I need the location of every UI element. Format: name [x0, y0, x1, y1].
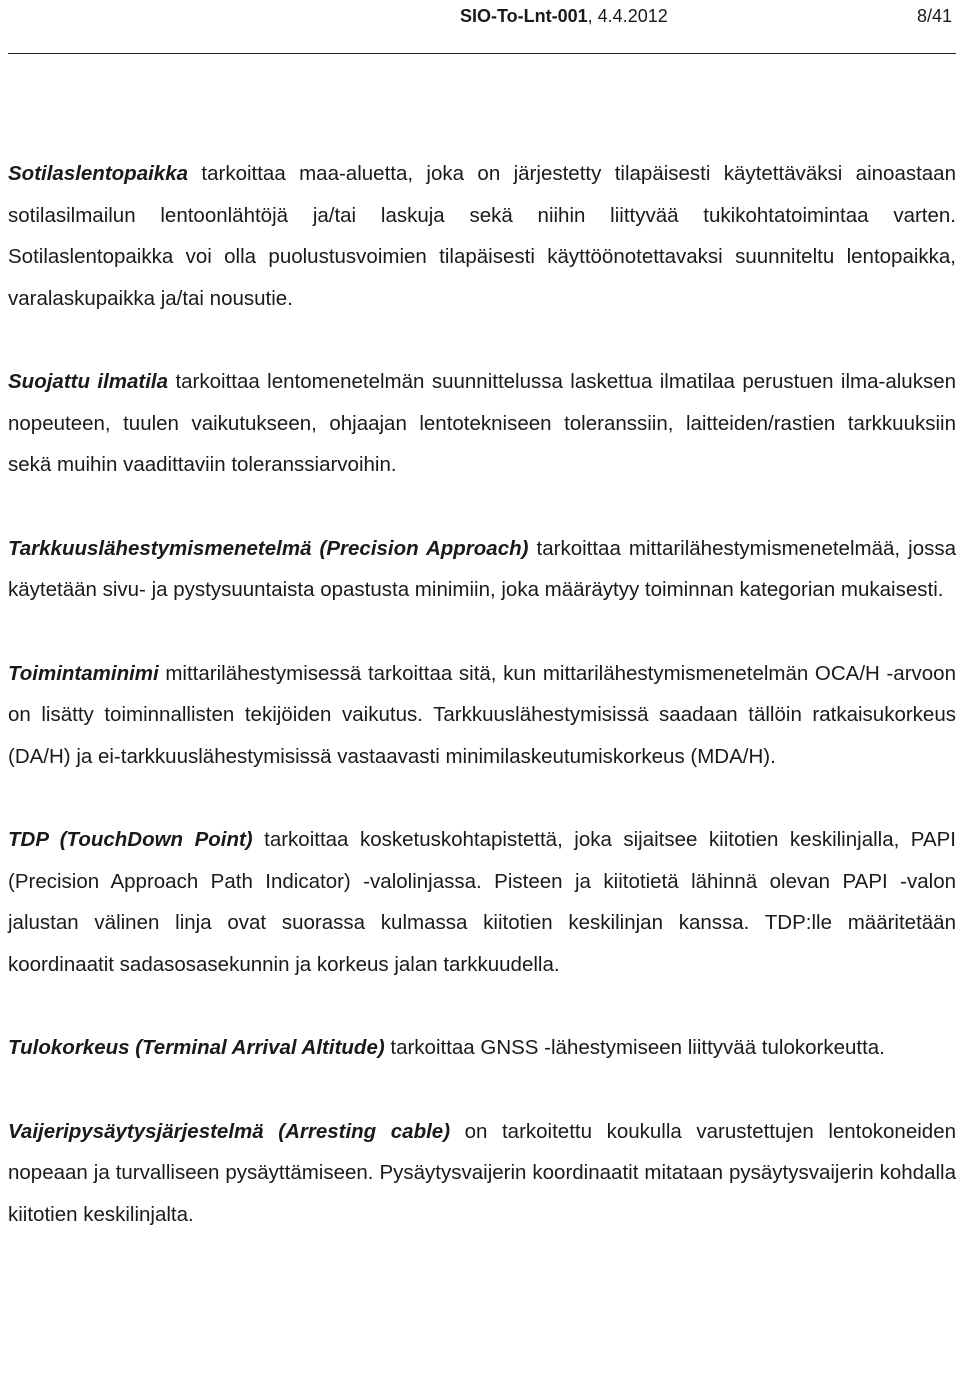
document-code: SIO-To-Lnt-001	[460, 6, 588, 26]
definition-text: tarkoittaa GNSS -lähestymiseen liittyvää tulokorkeutta.	[384, 1036, 885, 1059]
definition-text: tarkoittaa mittarilähestymismenetelmää, jossa käytetään sivu- ja pystysuuntaista opastusta minimiin, joka määräytyy toiminnan kategorian mukaisesti.	[8, 536, 956, 601]
definition-term: TDP (TouchDown Point)	[8, 828, 253, 851]
definition-term: Toimintaminimi	[8, 661, 159, 685]
definition-text: tarkoittaa lentomenetelmän suunnittelussa laskettua ilmatilaa perustuen ilma-aluksen nopeuteen, tuulen vaikutukseen, ohjaajan lentotekniseen toleranssiin, laitteiden/rastien tarkkuuksiin sekä muihin vaadittaviin toleranssiarvoihin.	[8, 370, 957, 476]
definition-term: Sotilaslentopaikka	[8, 162, 189, 185]
definition-paragraph	[8, 528, 956, 611]
header-rule	[8, 53, 956, 54]
definition-paragraph	[8, 819, 956, 985]
definition-term: Tulokorkeus (Terminal Arrival Altitude)	[8, 1036, 385, 1059]
definition-term: Tarkkuuslähestymismenetelmä (Precision Approach)	[8, 536, 529, 560]
definition-paragraph	[8, 361, 956, 486]
definition-paragraph	[8, 153, 956, 319]
page-number: 8/41	[916, 6, 952, 26]
page-header	[0, 4, 956, 28]
definition-paragraph	[8, 1027, 956, 1069]
document-id	[460, 4, 668, 28]
definition-term: Vaijeripysäytysjärjestelmä (Arresting cable)	[8, 1119, 451, 1143]
definition-text: tarkoittaa kosketuskohtapistettä, joka sijaitsee kiitotien keskilinjalla, PAPI (Precision Approach Path Indicator) -valolinjassa. Pisteen ja kiitotietä lähinnä olevan PAPI -valon jalustan välinen linja ovat suorassa kulmassa kiitotien keskilinjan kanssa. TDP:lle määritetään koordinaatit sadasosasekunnin ja korkeus jalan tarkkuudella.	[8, 828, 956, 976]
document-date: , 4.4.2012	[587, 6, 668, 26]
definition-text: mittarilähestymisessä tarkoittaa sitä, kun mittarilähestymismenetelmän OCA/H -arvoon on lisätty toiminnallisten tekijöiden vaikutus. Tarkkuuslähestymisissä saadaan tällöin ratkaisukorkeus (DA/H) ja ei-tarkkuuslähestymisissä vastaavasti minimilaskeutumiskorkeus (MDA/H).	[8, 661, 956, 768]
definition-paragraph	[8, 653, 956, 778]
document-body	[8, 153, 956, 1277]
definition-term: Suojattu ilmatila	[8, 370, 169, 393]
definition-text: tarkoittaa maa-aluetta, joka on järjestetty tilapäisesti käytettäväksi ainoastaan sotilasilmailun lentoonlähtöjä ja/tai laskuja sekä niihin liittyvää tukikohtatoimintaa varten. Sotilaslentopaikka voi olla puolustusvoimien tilapäisesti käyttöönotettavaksi suunniteltu lentopaikka, varalaskupaikka ja/tai nousutie.	[8, 162, 956, 310]
definition-text: on tarkoitettu koukulla varustettujen lentokoneiden nopeaan ja turvalliseen pysäyttämiseen. Pysäytysvaijerin koordinaatit mitataan pysäytysvaijerin kohdalla kiitotien keskilinjalta.	[8, 1119, 956, 1226]
definition-paragraph	[8, 1111, 956, 1236]
